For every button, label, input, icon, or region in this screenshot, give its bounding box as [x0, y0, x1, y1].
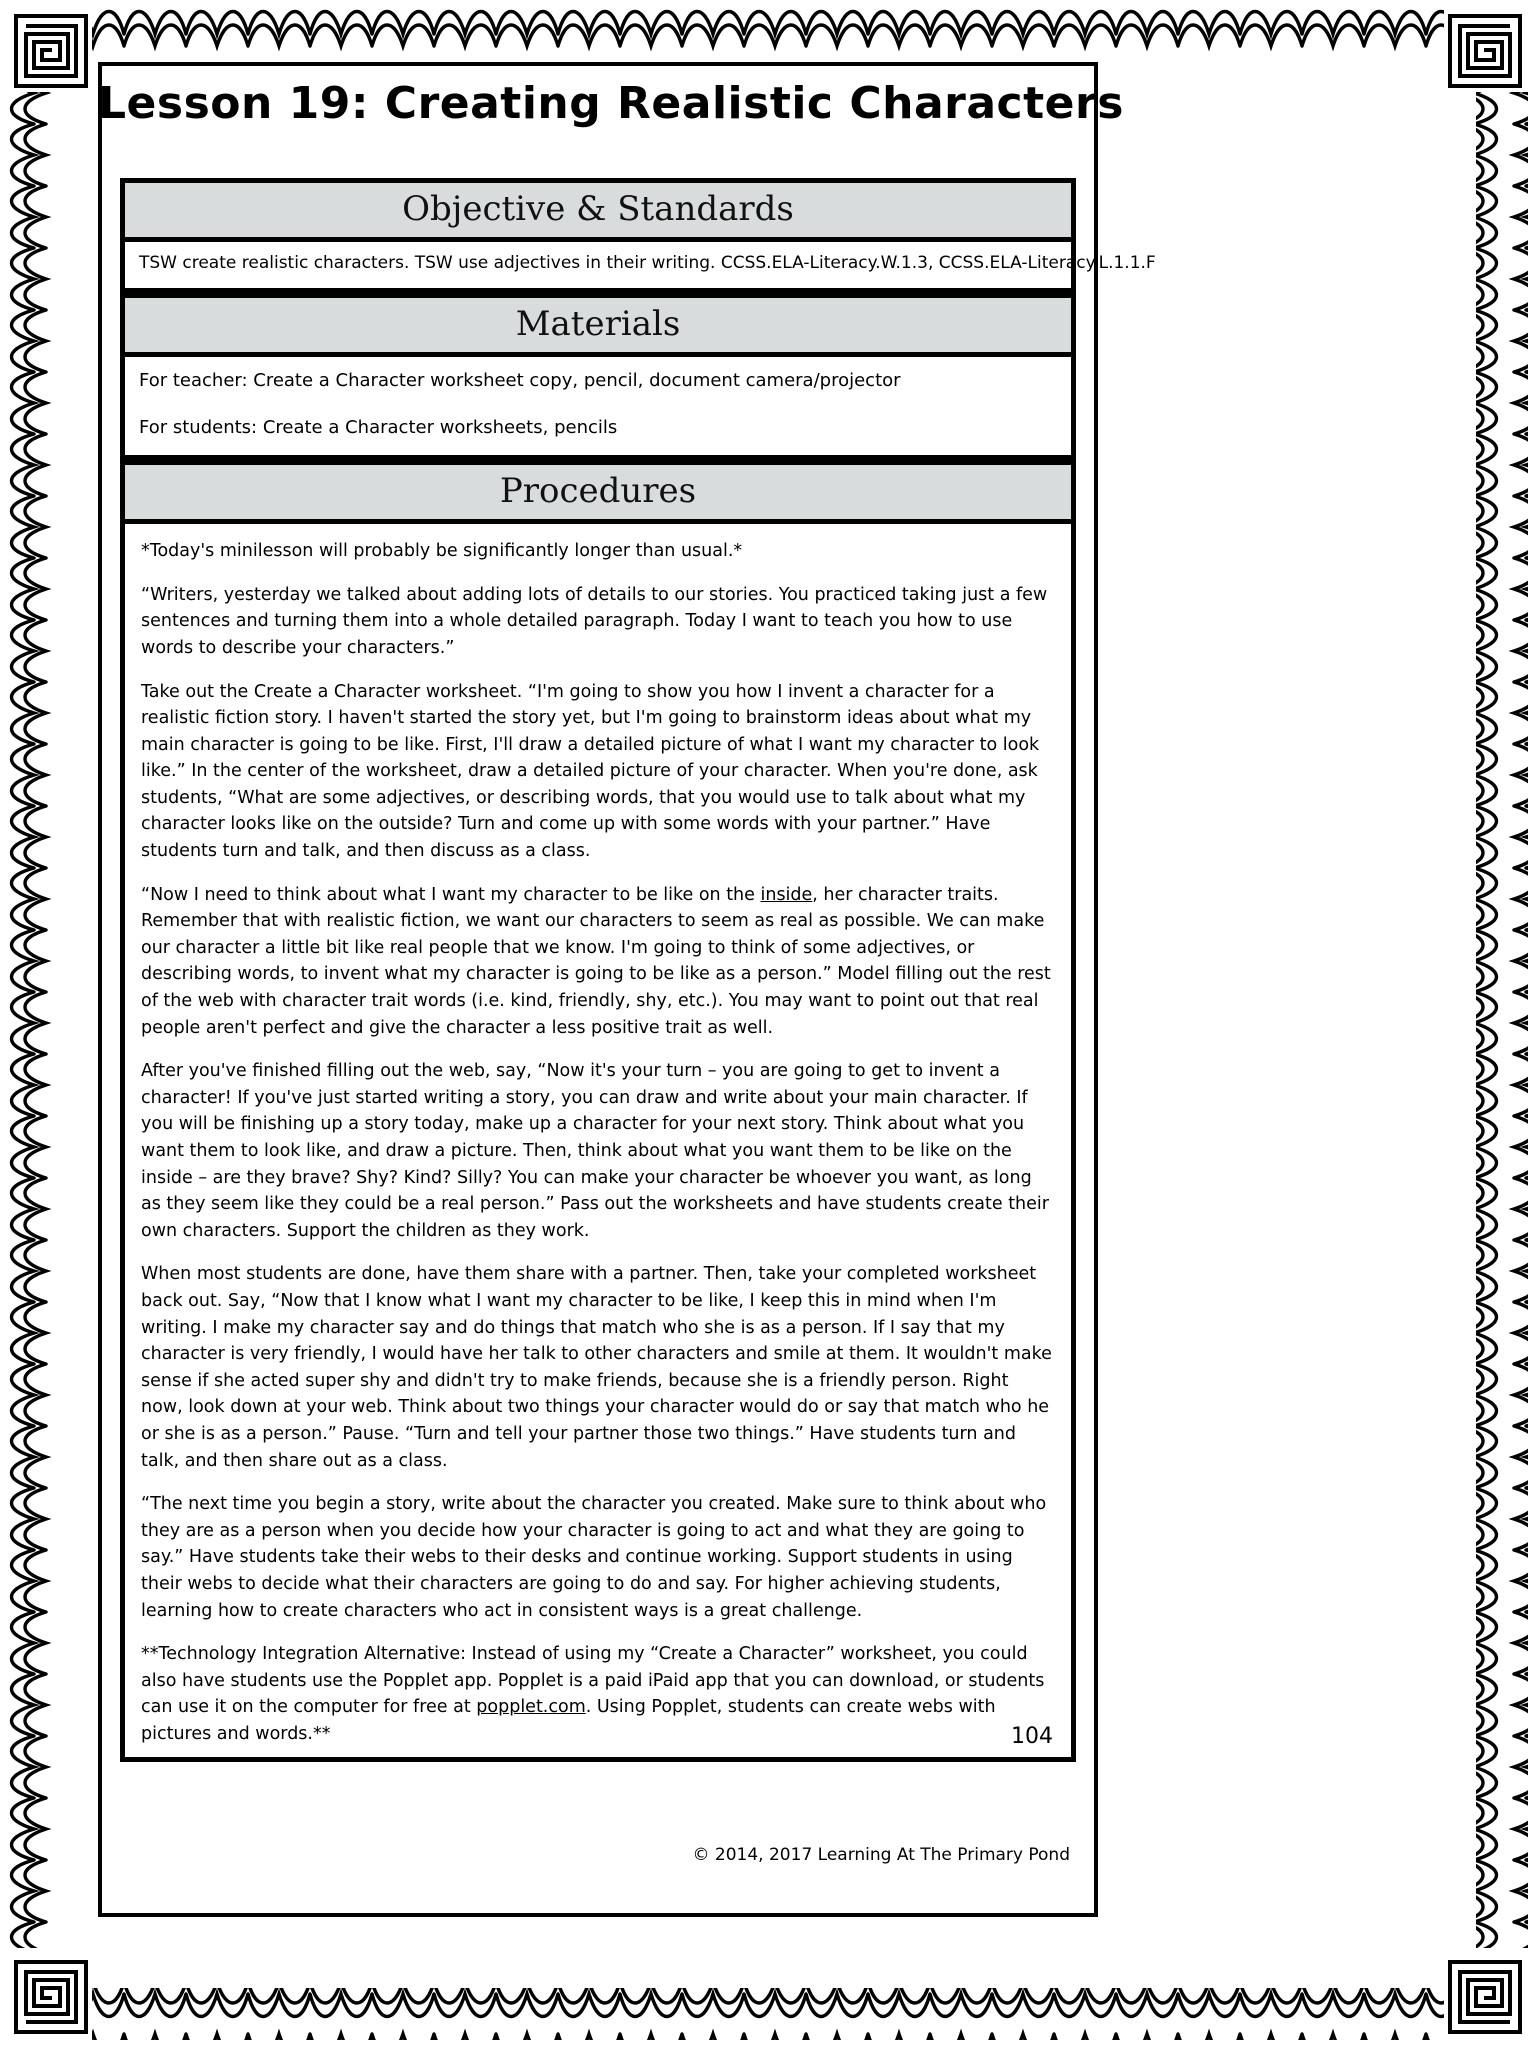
procedure-paragraph: “Writers, yesterday we talked about adding lots of details to our stories. You practiced taking just a few sentences and turning them into a whole detailed paragraph. Today I want to teach you how to use words to describe your characters.”: [141, 584, 1048, 658]
page-number: 104: [1011, 1724, 1053, 1750]
procedure-paragraph: “Now I need to think about what I want my character to be like on the inside, her character traits. Remember that with realistic fiction, we want our characters to seem as real as possible. We can make our character a little bit like real people that we know. I'm going to think of some adjectives, or describing words, to invent what my character is going to be like as a person.” Model filling out the rest of the web with character trait words (i.e. kind, friendly, shy, etc.). You may want to point out that real people aren't perfect and give the character a less positive trait as well.: [141, 884, 1051, 1038]
section-header-objective: Objective & Standards: [120, 178, 1076, 242]
procedures-body: [141, 538, 1055, 1750]
spiral-corner-icon-top-right: [1448, 14, 1522, 88]
materials-teacher-line: For teacher: Create a Character worksheet copy, pencil, document camera/projector: [139, 370, 901, 392]
objective-text: TSW create realistic characters. TSW use adjectives in their writing. CCSS.ELA-Literacy.W.1.3, CCSS.ELA-Literacy.L.1.1.F: [139, 253, 1156, 274]
procedure-paragraph: When most students are done, have them share with a partner. Then, take your completed worksheet back out. Say, “Now that I know what I want my character to be like, I keep this in mind when I'm writing. I make my character say and do things that match who she is as a person. If I say that my character is very friendly, I would have her talk to other characters and smile at them. It wouldn't make sense if she acted super shy and didn't try to make friends, because she is a friendly person. Right now, look down at your web. Think about two things your character would do or say that match who he or she is as a person.” Pause. “Turn and tell your partner those two things.” Have students turn and talk, and then share out as a class.: [141, 1264, 1052, 1471]
page-title: Lesson 19: Creating Realistic Characters: [98, 78, 1124, 129]
procedure-paragraph-technology: **Technology Integration Alternative: Instead of using my “Create a Character” worksheet, you could also have students use the Popplet app. Popplet is a paid iPaid app that you can download, or students can use it on the computer for free at popplet.com. Using Popplet, students can create webs with pictures and words.**: [141, 1644, 1045, 1744]
copyright-footer: © 2014, 2017 Learning At The Primary Pond: [692, 1845, 1070, 1865]
materials-content: [120, 357, 1076, 460]
procedure-paragraph: *Today's minilesson will probably be significantly longer than usual.*: [141, 541, 743, 562]
procedures-content: [120, 524, 1076, 1762]
spiral-corner-icon-top-left: [14, 14, 88, 88]
inside-emphasis: inside: [760, 884, 813, 905]
section-header-procedures: Procedures: [120, 460, 1076, 524]
popplet-link[interactable]: popplet.com: [476, 1697, 586, 1718]
spiral-corner-icon-bottom-right: [1448, 1960, 1522, 2034]
section-header-materials: Materials: [120, 293, 1076, 357]
procedure-paragraph: “The next time you begin a story, write about the character you created. Make sure to think about who they are as a person when you decide how your character is going to act and what they are going to say.” Have students take their webs to their desks and continue working. Support students in using their webs to decide what their characters are going to do and say. For higher achieving students, learning how to create characters who act in consistent ways is a great challenge.: [141, 1494, 1047, 1621]
objective-content: [120, 242, 1156, 293]
procedure-paragraph: After you've finished filling out the web, say, “Now it's your turn – you are going to get to invent a character! If you've just started writing a story, you can draw and write about your main character. If you will be finishing up a story today, make up a character for your next story. Think about what you want them to look like, and draw a picture. Then, think about what you want them to be like on the inside – are they brave? Shy? Kind? Silly? You can make your character be whoever you want, as long as they seem like they could be a real person.” Pass out the worksheets and have students create their own characters. Support the children as they work.: [141, 1061, 1049, 1241]
materials-students-line: For students: Create a Character worksheets, pencils: [139, 417, 618, 439]
procedure-paragraph: Take out the Create a Character worksheet. “I'm going to show you how I invent a character for a realistic fiction story. I haven't started the story yet, but I'm going to brainstorm ideas about what my main character is going to be like. First, I'll draw a detailed picture of what I want my character to look like.” In the center of the worksheet, draw a detailed picture of your character. When you're done, ask students, “What are some adjectives, or describing words, that you would use to talk about what my character looks like on the outside? Turn and come up with some words with your partner.” Have students turn and talk, and then discuss as a class.: [141, 681, 1040, 862]
spiral-corner-icon-bottom-left: [14, 1960, 88, 2034]
lesson-sheet: [120, 178, 1156, 1762]
